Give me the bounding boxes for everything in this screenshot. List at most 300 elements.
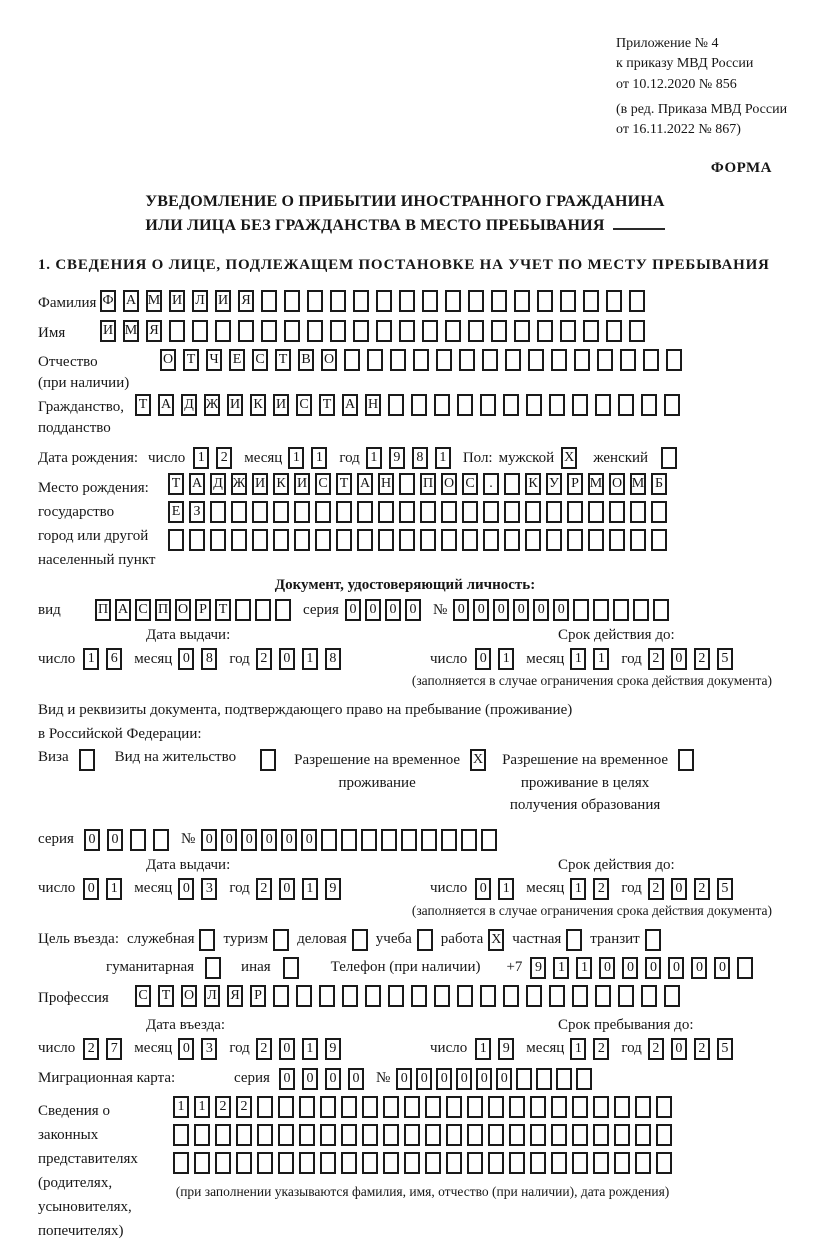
form-cell [656,1096,672,1118]
birth-day-cells [193,447,232,469]
stay-day-label: число [430,1040,468,1057]
form-cell [330,290,346,312]
rvp-option [294,749,486,794]
phone-cells [530,957,753,979]
form-cell [488,1124,504,1146]
form-cell [614,1152,630,1174]
form-cell: 9 [325,1038,341,1060]
form-cell [576,1068,592,1090]
form-cell [390,349,406,371]
form-cell: 0 [178,878,194,900]
identity-valid-cells-row [430,648,772,670]
entry-year-label: год [229,1040,250,1057]
form-cell: 0 [671,648,687,670]
entry-date-cells-row [38,1038,430,1060]
form-cell: X [561,447,577,469]
purpose-transit-label: транзит [590,931,640,948]
form-cell: К [273,473,289,495]
form-cell [215,1152,231,1174]
form-cell: X [470,749,486,771]
form-cell: О [609,473,625,495]
form-cell: 0 [241,829,257,851]
form-cell [425,1096,441,1118]
visa-option [38,749,95,771]
form-cell [417,929,433,951]
form-cell [641,394,657,416]
form-cell: 0 [473,599,489,621]
form-cell [315,501,331,523]
form-cell: О [160,349,176,371]
form-cell [381,829,397,851]
form-cell [457,985,473,1007]
form-cell [420,529,436,551]
form-cell: П [95,599,111,621]
form-cell [556,1068,572,1090]
citizenship-label-line1: Гражданство, [38,399,125,416]
given-name-label: Имя [38,325,66,342]
form-cell: А [158,394,174,416]
purpose-study [376,929,433,951]
form-cell: 1 [302,648,318,670]
purpose-other-label: иная [241,959,271,976]
identity-issue-heading: Дата выдачи: [146,627,231,644]
form-cell: Т [336,473,352,495]
form-cell: 2 [593,878,609,900]
form-cell [597,349,613,371]
form-cell: И [252,473,268,495]
form-cell [593,1096,609,1118]
form-cell [480,394,496,416]
birth-place-label-line4: населенный пункт [38,552,156,569]
issue-year-cells [256,648,341,670]
edition-line2: от 16.11.2022 № 867) [616,122,741,138]
form-cell [618,985,634,1007]
representatives-cells-row1 [173,1096,672,1118]
form-cell [572,985,588,1007]
residence-intro-line2: в Российской Федерации: [38,726,202,743]
form-cell [491,290,507,312]
form-cell [236,1124,252,1146]
form-cell [235,599,251,621]
form-cell: Я [238,290,254,312]
form-cell [399,501,415,523]
form-cell [341,829,357,851]
form-cell [656,1152,672,1174]
form-cell [483,529,499,551]
identity-valid-heading: Срок действия до: [558,627,675,644]
purpose-work-checkbox [488,929,504,951]
form-cell [514,290,530,312]
form-cell [273,529,289,551]
residence-doc-options [38,749,772,817]
patronymic-label-line1: Отчество [38,354,98,371]
form-cell [210,501,226,523]
purpose-humanitarian-label: гуманитарная [106,959,195,976]
form-cell: К [250,394,266,416]
form-cell: 2 [256,648,272,670]
mc-series-cells [279,1068,364,1090]
form-cell: 2 [216,447,232,469]
form-cell [516,1068,532,1090]
form-cell [422,290,438,312]
form-cell: 0 [475,648,491,670]
form-cell [530,1096,546,1118]
form-cell: 0 [107,829,123,851]
sex-male-label: мужской [498,449,555,466]
residence-valid-day-cells [475,878,514,900]
form-cell [296,985,312,1007]
form-cell [573,599,589,621]
purpose-business-label: деловая [297,931,347,948]
form-cell [595,985,611,1007]
form-cell [425,1124,441,1146]
form-cell: К [525,473,541,495]
residence-permit-checkbox [260,749,276,771]
birth-month-label: месяц [244,449,283,466]
form-cell [299,1124,315,1146]
patronymic-row [38,349,772,394]
form-cell [461,829,477,851]
form-cell: 0 [396,1068,412,1090]
residence-number-cells [201,829,497,851]
form-cell: Т [183,349,199,371]
form-cell: О [441,473,457,495]
form-cell: Я [146,320,162,342]
form-cell: 3 [201,878,217,900]
form-cell [383,1152,399,1174]
form-cell: А [115,599,131,621]
surname-row [38,290,772,314]
form-cell [399,473,415,495]
form-cell: 0 [325,1068,341,1090]
form-cell [509,1152,525,1174]
edition-line1: (в ред. Приказа МВД России [616,101,788,117]
valid-day-cells [475,648,514,670]
form-cell [629,320,645,342]
stay-until-cells-row [430,1038,772,1060]
entry-date-col [38,1017,430,1060]
form-cell [422,320,438,342]
form-cell [467,1124,483,1146]
birth-year-label: год [339,449,360,466]
residence-valid-month-cells [570,878,609,900]
form-label: ФОРМА [710,160,772,177]
representatives-note: (при заполнении указываются фамилия, имя, отчество (при наличии), дата рождения) [175,1183,670,1199]
form-cell [609,501,625,523]
given-name-row [38,320,772,344]
residence-intro-line1: Вид и реквизиты документа, подтверждающего право на пребывание (проживание) [38,702,573,719]
representatives-label-line5: усыновителях, [38,1198,132,1215]
birth-place-label-line1: Место рождения: [38,480,149,497]
representatives-cells-block [173,1096,672,1200]
form-cell [574,349,590,371]
form-cell [635,1152,651,1174]
form-cell [320,1096,336,1118]
form-cell [278,1152,294,1174]
form-cell [401,829,417,851]
form-cell [357,501,373,523]
form-cell [526,394,542,416]
form-cell: 0 [302,1068,318,1090]
form-cell [307,320,323,342]
form-cell: 1 [475,1038,491,1060]
birth-year-cells [366,447,451,469]
form-cell [551,1152,567,1174]
form-cell [411,394,427,416]
form-cell [353,290,369,312]
form-cell [294,529,310,551]
form-cell: 0 [668,957,684,979]
form-cell: С [315,473,331,495]
form-cell [388,394,404,416]
form-cell [169,320,185,342]
doc-series-cells [345,599,421,621]
form-cell: 1 [193,447,209,469]
valid-month-cells [570,648,609,670]
representatives-row [38,1096,772,1243]
form-cell [583,290,599,312]
form-cell [546,501,562,523]
form-cell [446,1124,462,1146]
form-cell [361,829,377,851]
form-cell [441,501,457,523]
form-cell: 1 [302,1038,318,1060]
form-title-line2-text: ИЛИ ЛИЦА БЕЗ ГРАЖДАНСТВА В МЕСТО ПРЕБЫВАНИЯ [145,217,605,235]
residence-valid-col [430,857,772,900]
form-cell: 2 [236,1096,252,1118]
form-cell: 0 [476,1068,492,1090]
identity-doc-note: (заполняется в случае ограничения срока действия документа) [411,673,772,689]
form-cell [319,985,335,1007]
form-cell: 0 [178,648,194,670]
form-cell [425,1152,441,1174]
purpose-official-checkbox [199,929,215,951]
stay-month-cells [570,1038,609,1060]
form-cell [231,529,247,551]
form-cell: 2 [648,878,664,900]
rvp-education-label-line1: Разрешение на временное [502,752,669,769]
form-cell [413,349,429,371]
form-cell: 2 [256,1038,272,1060]
appendix-block [616,34,816,140]
form-cell: 0 [622,957,638,979]
form-cell: 7 [106,1038,122,1060]
form-cell: С [296,394,312,416]
residence-valid-year-cells [648,878,733,900]
form-cell: 0 [365,599,381,621]
form-cell [404,1152,420,1174]
form-cell: 2 [215,1096,231,1118]
form-cell: Ж [231,473,247,495]
rvp-education-checkbox [678,749,694,771]
form-cell: 0 [513,599,529,621]
form-cell [320,1124,336,1146]
form-cell [630,501,646,523]
birth-place-cells-row1 [168,473,667,495]
purpose-transit-checkbox [645,929,661,951]
form-cell: Е [229,349,245,371]
surname-cells [100,290,645,312]
form-cell [629,290,645,312]
form-cell [509,1096,525,1118]
purpose-study-label: учеба [375,931,412,948]
form-cell [737,957,753,979]
issue-month-cells [178,648,217,670]
form-cell [341,1152,357,1174]
form-cell [441,529,457,551]
purpose-business [297,929,368,951]
purpose-label: Цель въезда: [38,931,119,948]
sex-female-checkbox [661,447,677,469]
form-cell [436,349,452,371]
residence-valid-cells-row [430,878,772,900]
birth-day-label: число [148,449,186,466]
residence-issue-day-cells [83,878,122,900]
form-cell: 0 [496,1068,512,1090]
purpose-business-checkbox [352,929,368,951]
form-cell [620,349,636,371]
form-cell [651,501,667,523]
patronymic-label-line2: (при наличии) [38,375,130,392]
form-cell [376,290,392,312]
form-cell: 0 [645,957,661,979]
form-cell [483,501,499,523]
form-cell: Б [651,473,667,495]
form-cell: П [420,473,436,495]
form-cell [173,1124,189,1146]
issue-day-cells [83,648,122,670]
form-cell [614,1124,630,1146]
form-cell [376,320,392,342]
form-cell [613,599,629,621]
form-cell: О [175,599,191,621]
form-cell [273,501,289,523]
citizenship-label [38,394,135,439]
purpose-humanitarian-checkbox [205,957,221,979]
form-cell: 2 [648,648,664,670]
form-cell: 0 [178,1038,194,1060]
residence-doc-note: (заполняется в случае ограничения срока действия документа) [411,902,772,918]
form-cell [678,749,694,771]
form-cell [666,349,682,371]
mc-series-label: серия [234,1070,270,1087]
form-title-line1: УВЕДОМЛЕНИЕ О ПРИБЫТИИ ИНОСТРАННОГО ГРАЖДАНИНА [145,193,665,211]
form-cell [551,1096,567,1118]
purpose-tourism [223,929,289,951]
representatives-cells-row3 [173,1152,672,1174]
form-cell [525,501,541,523]
form-cell [215,1124,231,1146]
form-cell [261,320,277,342]
representatives-label-line1: Сведения о [38,1102,110,1119]
valid-month-label: месяц [526,650,565,667]
form-cell [503,394,519,416]
form-cell [504,529,520,551]
form-cell [421,829,437,851]
patronymic-label [38,349,160,394]
form-cell [284,290,300,312]
form-cell [482,349,498,371]
form-cell [504,473,520,495]
residence-valid-year-label: год [621,880,642,897]
residence-doc-series-row [38,829,772,851]
blank-underline [613,215,665,230]
form-cell [664,985,680,1007]
form-cell [537,290,553,312]
form-cell [344,349,360,371]
form-cell [283,957,299,979]
form-cell: 2 [593,1038,609,1060]
form-cell: 1 [194,1096,210,1118]
form-cell: У [546,473,562,495]
form-cell [572,1124,588,1146]
birth-place-cells-row2 [168,501,667,523]
form-cell: Ф [100,290,116,312]
form-cell: Т [275,349,291,371]
representatives-label [38,1096,173,1243]
phone-label: Телефон (при наличии) [330,959,481,976]
appendix-line1: Приложение № 4 [616,36,719,51]
form-cell: Р [567,473,583,495]
form-cell [275,599,291,621]
form-cell: 0 [671,878,687,900]
purpose-other-checkbox [283,957,299,979]
form-cell: М [146,290,162,312]
form-cell [560,320,576,342]
form-cell [362,1124,378,1146]
form-cell: М [630,473,646,495]
citizenship-cells [135,394,680,416]
form-cell [420,501,436,523]
entry-day-label: число [38,1040,76,1057]
valid-year-label: год [621,650,642,667]
form-cell [645,929,661,951]
form-cell: 8 [325,648,341,670]
appendix-line2: к приказу МВД России [616,56,754,72]
form-cell: 0 [221,829,237,851]
form-cell [505,349,521,371]
form-cell [630,529,646,551]
form-cell: 0 [691,957,707,979]
form-cell [252,501,268,523]
form-cell [284,320,300,342]
form-cell: 1 [83,648,99,670]
form-cell [530,1152,546,1174]
profession-row [38,985,772,1009]
purpose-official [127,929,216,951]
form-cell [661,447,677,469]
form-cell [255,599,271,621]
form-cell: 3 [201,1038,217,1060]
form-cell: 6 [106,648,122,670]
form-cell [635,1096,651,1118]
stay-until-heading: Срок пребывания до: [558,1016,694,1033]
form-cell [549,394,565,416]
rvp-label-line1: Разрешение на временное [294,752,461,769]
form-cell [388,985,404,1007]
form-cell [445,320,461,342]
form-cell [278,1096,294,1118]
form-cell: И [294,473,310,495]
doc-number-cells [453,599,669,621]
form-cell: 1 [366,447,382,469]
residence-issue-heading: Дата выдачи: [146,856,231,873]
visa-checkbox [79,749,95,771]
form-cell [549,985,565,1007]
form-cell [467,1152,483,1174]
form-cell [528,349,544,371]
form-cell [664,394,680,416]
